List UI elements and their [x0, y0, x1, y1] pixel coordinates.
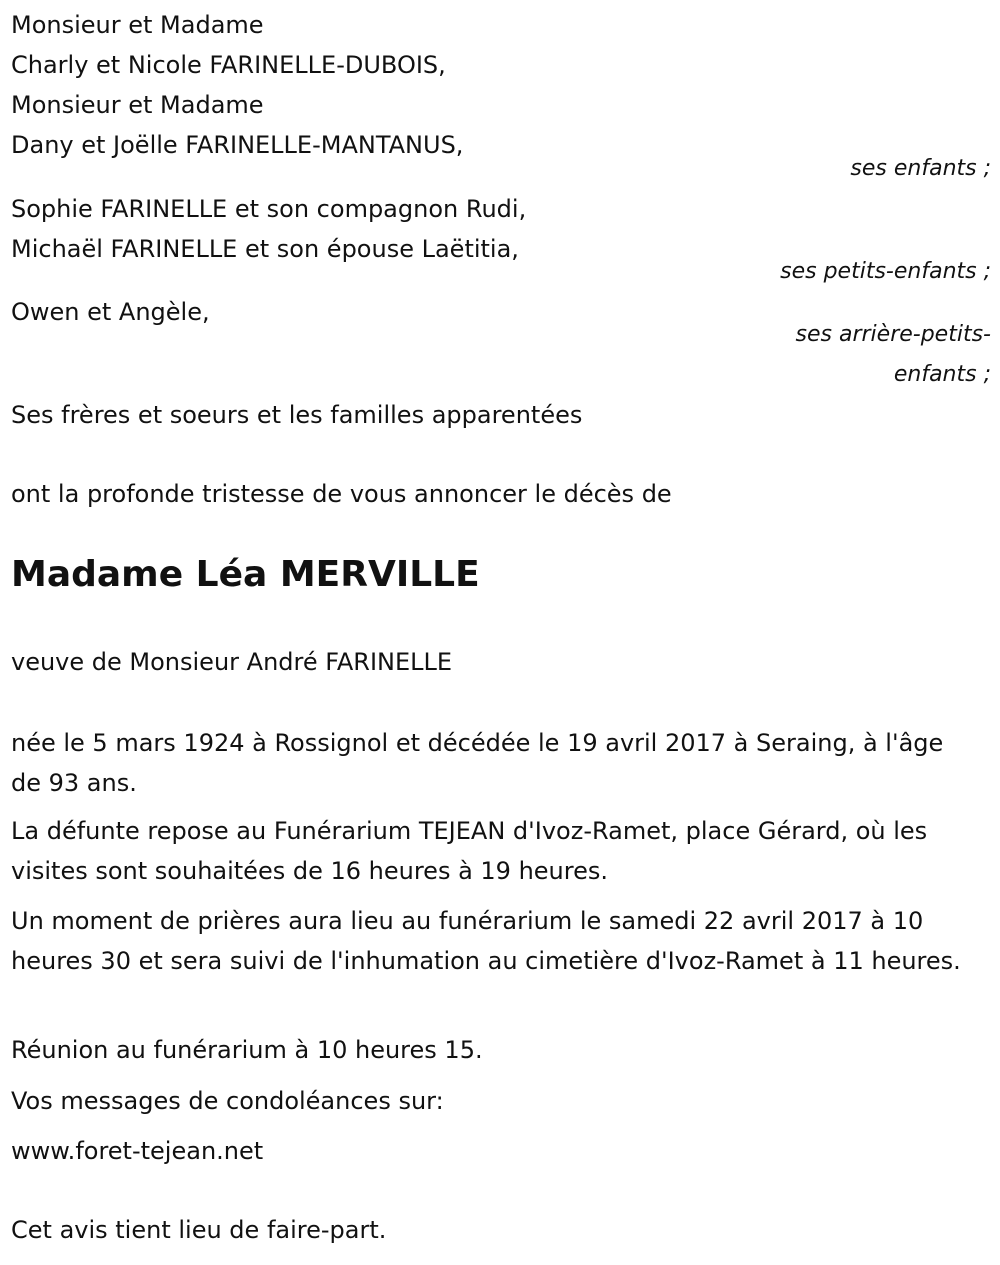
great-grandchildren-line-1: Owen et Angèle,: [11, 298, 210, 326]
children-role: ses enfants ;: [850, 156, 991, 181]
grandchildren-role: ses petits-enfants ;: [780, 259, 991, 284]
children-line-2: Charly et Nicole FARINELLE-DUBOIS,: [11, 51, 446, 79]
meeting-text: Réunion au funérarium à 10 heures 15.: [11, 1036, 483, 1064]
children-block: [11, 5, 991, 165]
announcement-text: ont la profonde tristesse de vous annoncer le décès de: [11, 480, 672, 508]
faire-part-notice: Cet avis tient lieu de faire-part.: [11, 1216, 387, 1244]
visitation-text: La défunte repose au Funérarium TEJEAN d'Ivoz-Ramet, place Gérard, où les visites sont souhaitées de 16 heures à 19 heures.: [11, 817, 928, 885]
children-line-1: Monsieur et Madame: [11, 11, 264, 39]
deceased-name: Madame Léa MERVILLE: [11, 554, 480, 595]
great-grandchildren-role-1: ses arrière-petits-: [795, 322, 991, 347]
great-grandchildren-role-2: enfants ;: [893, 362, 991, 387]
widow-of-text: veuve de Monsieur André FARINELLE: [11, 648, 453, 676]
birth-death-text: née le 5 mars 1924 à Rossignol et décédée le 19 avril 2017 à Seraing, à l'âge de 93 ans.: [11, 729, 944, 797]
children-line-3: Monsieur et Madame: [11, 91, 264, 119]
condolences-label: Vos messages de condoléances sur:: [11, 1087, 444, 1115]
children-line-4: Dany et Joëlle FARINELLE-MANTANUS,: [11, 131, 464, 159]
grandchildren-line-1: Sophie FARINELLE et son compagnon Rudi,: [11, 195, 527, 223]
siblings-text: Ses frères et soeurs et les familles apparentées: [11, 401, 583, 429]
grandchildren-line-2: Michaël FARINELLE et son épouse Laëtitia,: [11, 235, 519, 263]
website-link[interactable]: www.foret-tejean.net: [11, 1137, 264, 1165]
prayers-text: Un moment de prières aura lieu au funérarium le samedi 22 avril 2017 à 10 heures 30 et sera suivi de l'inhumation au cimetière d'Ivoz-Ramet à 11 heures.: [11, 907, 961, 975]
